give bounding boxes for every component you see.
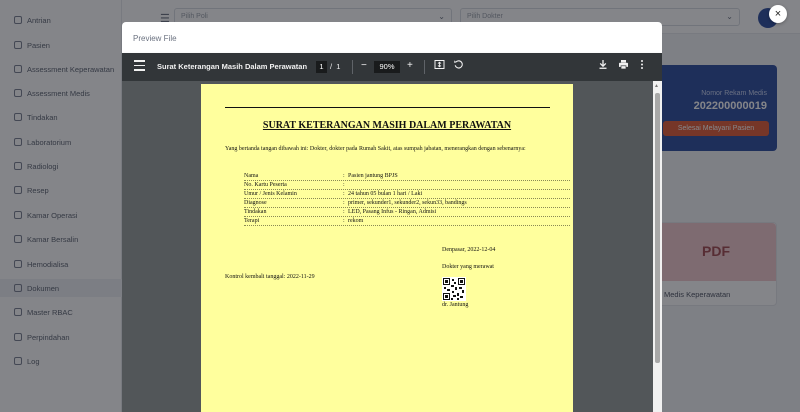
download-icon[interactable]: [598, 59, 608, 75]
sign-role: Dokter yang merawat: [442, 264, 494, 270]
more-icon[interactable]: [640, 59, 644, 75]
document-intro: Yang bertanda tangan dibawah ini: Dokter, dokter pada Rumah Sakit, atas sumpah jabatan, menerangkan dengan sebenarnya:: [225, 146, 526, 152]
field-row-tindakan: [244, 208, 570, 217]
zoom-input[interactable]: 90%: [374, 61, 400, 73]
field-row-diagnose: [244, 199, 570, 208]
qr-code-icon: [442, 277, 466, 301]
field-label: Tindakan: [244, 209, 267, 215]
field-colon: :: [343, 218, 345, 224]
field-colon: :: [343, 209, 345, 215]
field-label: No. Kartu Peserta: [244, 182, 287, 188]
print-icon[interactable]: [618, 59, 629, 75]
field-colon: :: [343, 182, 345, 188]
signer-name: dr. Jantung: [442, 302, 469, 308]
field-value: Pasien jantung BPJS: [348, 173, 398, 179]
document-title: SURAT KETERANGAN MASIH DALAM PERAWATAN: [262, 120, 512, 131]
field-colon: :: [343, 191, 345, 197]
preview-modal: [122, 22, 662, 412]
field-label: Umur / Jenis Kelamin: [244, 191, 297, 197]
menu-icon[interactable]: [134, 60, 145, 72]
sign-place-date: Denpasar, 2022-12-04: [442, 247, 496, 253]
scrollbar-thumb[interactable]: [655, 93, 660, 363]
field-row-umur: [244, 190, 570, 199]
rotate-icon[interactable]: [453, 59, 464, 75]
document-top-rule: [225, 107, 550, 108]
pdf-viewport[interactable]: [122, 81, 662, 412]
field-row-no-kartu: [244, 181, 570, 190]
pdf-scrollbar[interactable]: [653, 81, 662, 412]
pdf-page: [201, 84, 573, 412]
toolbar-divider: [352, 60, 353, 74]
page-count: / 1: [330, 62, 341, 71]
pdf-file-title: Surat Keterangan Masih Dalam Perawatan: [157, 62, 308, 71]
control-date: Kontrol kembali tanggal: 2022-11-29: [225, 274, 315, 280]
field-colon: :: [343, 200, 345, 206]
modal-title: Preview File: [133, 34, 177, 43]
fit-page-icon[interactable]: [434, 59, 445, 75]
field-label: Nama: [244, 173, 259, 179]
field-row-nama: [244, 172, 570, 181]
page-number-input[interactable]: 1: [316, 61, 327, 73]
field-label: Terapi: [244, 218, 260, 224]
field-colon: :: [343, 173, 345, 179]
zoom-in-icon[interactable]: +: [407, 60, 413, 71]
field-value: primer, sekunder1, sekunder2, sekun33, bandings: [348, 200, 467, 206]
field-value: rekom: [348, 218, 364, 224]
zoom-out-icon[interactable]: −: [361, 60, 367, 71]
toolbar-divider: [424, 60, 425, 74]
field-value: LED, Pasang Infus - Ringan, Admisi: [348, 209, 437, 215]
field-row-terapi: [244, 217, 570, 226]
close-modal-button[interactable]: ×: [769, 5, 787, 23]
field-label: Diagnose: [244, 200, 267, 206]
pdf-toolbar: [122, 53, 662, 81]
scroll-up-icon[interactable]: ▲: [654, 83, 659, 89]
field-value: 24 tahun 05 bulan 1 hari / Laki: [348, 191, 423, 197]
